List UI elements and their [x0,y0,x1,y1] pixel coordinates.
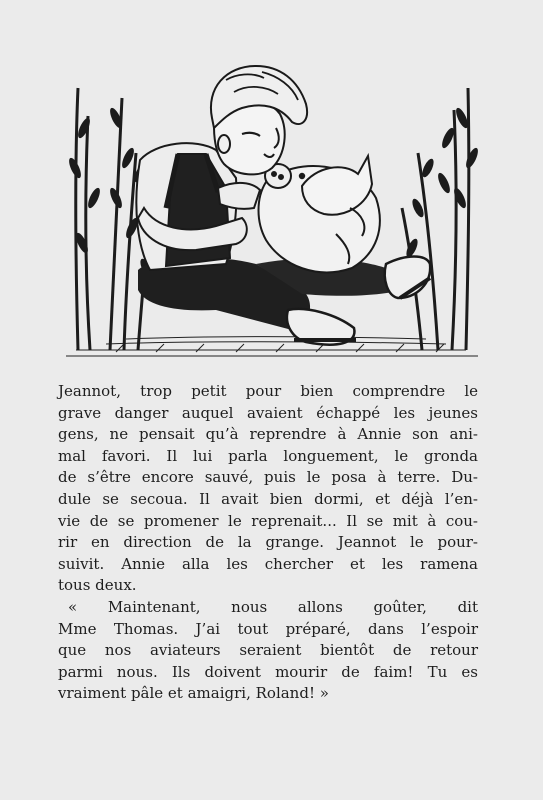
body-text [58,381,478,705]
right-reeds [402,88,469,350]
text-line: parmi nous. Ils doivent mourir de faim! Tu es [58,662,478,681]
text-line: gens, ne pensait qu’à reprendre à Annie son ani- [58,425,478,444]
text-line: Mme Thomas. J’ai tout préparé, dans l’espoir [58,619,478,638]
paragraph [58,597,478,705]
text-line: rir en direction de la grange. Jeannot le pour- [58,533,478,552]
text-line: de s’être encore sauvé, puis le posa à terre. Du- [58,468,478,487]
text-line: grave danger auquel avaient échappé les jeunes [58,403,478,422]
paragraph [58,381,478,597]
boy-hugging-piglet-illustration [66,58,478,360]
piglet [259,156,380,272]
text-line: mal favori. Il lui parla longuement, le gronda [58,446,478,465]
text-line: tous deux. [58,576,137,595]
ground-hatching [66,337,478,356]
text-line: vie de se promener le reprenait... Il se mit à cou- [58,511,478,530]
boy-head [211,66,307,174]
text-line: que nos aviateurs seraient bientôt de retour [58,641,478,660]
text-line: vraiment pâle et amaigri, Roland! » [58,684,329,703]
text-line: suivit. Annie alla les chercher et les ramena [58,554,478,573]
text-line: « Maintenant, nous allons goûter, dit [68,597,478,616]
text-line: Jeannot, trop petit pour bien comprendre le [58,382,478,400]
text-line: dule se secoua. Il avait bien dormi, et déjà l’en- [58,489,478,508]
